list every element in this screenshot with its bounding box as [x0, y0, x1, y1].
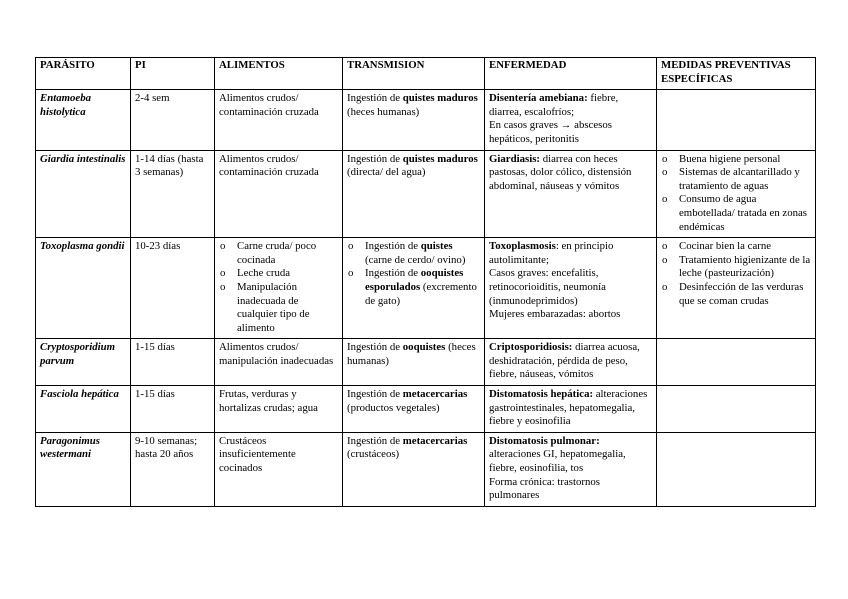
transmision-cell: [343, 339, 485, 386]
header-alimentos: ALIMENTOS: [215, 58, 343, 90]
pi-cell: 1-14 días (hasta 3 semanas): [131, 150, 215, 238]
parasite-name: Fasciola hepática: [36, 386, 131, 433]
medidas-cell: [657, 150, 816, 238]
alimentos-cell: Alimentos crudos/ contaminación cruzada: [215, 90, 343, 150]
alimentos-cell: Alimentos crudos/ manipulación inadecuadas: [215, 339, 343, 386]
disease-title: Distomatosis hepática:: [489, 388, 594, 401]
header-pi: PI: [131, 58, 215, 90]
transmision-bold: quistes maduros: [402, 92, 478, 105]
disease-text: fiebre, diarrea, escalofríos;: [489, 92, 619, 118]
disease-title: Disentería amebiana:: [489, 92, 588, 105]
transmision-text: (productos vegetales): [347, 401, 440, 414]
disease-line: Casos graves: encefalitis, retinocorioiditis, neumonía (inmunodeprimidos): [489, 267, 606, 307]
medidas-cell: [657, 90, 816, 150]
transmision-text: (heces humanas): [347, 105, 420, 118]
table-row: [36, 339, 816, 386]
parasite-name: Entamoeba histolytica: [36, 90, 131, 150]
transmision-cell: [343, 150, 485, 238]
disease-extra: Forma crónica: trastornos pulmonares: [489, 475, 600, 502]
medidas-cell: [657, 432, 816, 506]
transmision-text: Ingestión de: [347, 388, 403, 401]
header-medidas: MEDIDAS PREVENTIVAS ESPECÍFICAS: [657, 58, 816, 90]
transmision-list: [347, 240, 480, 308]
table-row: [36, 150, 816, 238]
transmision-text: (directa/ del agua): [347, 166, 426, 179]
parasite-name: Toxoplasma gondii: [36, 238, 131, 339]
transmision-text: Ingestión de: [365, 240, 421, 253]
list-item: o Tratamiento higienizante de la leche (pasteurización): [661, 254, 811, 281]
header-parasito: PARÁSITO: [36, 58, 131, 90]
pi-cell: 10-23 días: [131, 238, 215, 339]
list-item: o Manipulación inadecuada de cualquier tipo de alimento: [219, 281, 338, 335]
parasite-name: Cryptosporidium parvum: [36, 339, 131, 386]
disease-text: alteraciones gastrointestinales, hepatomegalia, fiebre y eosinofilia: [489, 388, 648, 428]
list-item: o Cocinar bien la carne: [661, 240, 811, 254]
enfermedad-cell: [485, 339, 657, 386]
table-row: [36, 386, 816, 433]
table-row: [36, 90, 816, 150]
transmision-cell: [343, 238, 485, 339]
medidas-cell: [657, 238, 816, 339]
enfermedad-cell: [485, 90, 657, 150]
header-transmision: TRANSMISION: [343, 58, 485, 90]
transmision-bold: metacercarias: [402, 434, 468, 447]
transmision-cell: [343, 90, 485, 150]
medidas-list: [661, 240, 811, 308]
list-item: o Carne cruda/ poco cocinada: [219, 240, 338, 267]
medidas-cell: [657, 386, 816, 433]
transmision-text: Ingestión de: [347, 341, 403, 354]
alimentos-cell: Crustáceos insuficientemente cocinados: [215, 432, 343, 506]
transmision-text: (heces humanas): [347, 341, 476, 367]
list-item: o Buena higiene personal: [661, 153, 811, 167]
parasite-name: Paragonimus westermani: [36, 432, 131, 506]
transmision-text: (crustáceos): [347, 448, 400, 461]
parasite-name: Giardia intestinalis: [36, 150, 131, 238]
list-item: [347, 240, 480, 267]
disease-title: Toxoplasmosis: [489, 240, 556, 253]
transmision-cell: [343, 432, 485, 506]
transmision-text: Ingestión de: [347, 152, 403, 165]
transmision-text: (excremento de gato): [365, 280, 477, 307]
list-item: o Sistemas de alcantarillado y tratamiento de aguas: [661, 166, 811, 193]
alimentos-cell: Alimentos crudos/ contaminación cruzada: [215, 150, 343, 238]
disease-text: diarrea acuosa, deshidratación, pérdida de peso, fiebre, náuseas, vómitos: [489, 341, 640, 381]
list-item: [347, 267, 480, 308]
transmision-bold: metacercarias: [402, 388, 468, 401]
transmision-bold: ooquistes esporulados: [365, 267, 464, 293]
enfermedad-cell: [485, 238, 657, 339]
enfermedad-cell: [485, 432, 657, 506]
disease-text: alteraciones GI, hepatomegalia, fiebre, eosinofilia, tos: [489, 448, 626, 475]
disease-text: diarrea con heces pastosas, dolor cólico, distensión abdominal, náuseas y vómitos: [489, 152, 632, 192]
header-row: [36, 58, 816, 90]
pi-cell: 9-10 semanas; hasta 20 años: [131, 432, 215, 506]
list-item: o Desinfección de las verduras que se coman crudas: [661, 281, 811, 308]
alimentos-cell: [215, 238, 343, 339]
list-item: o Leche cruda: [219, 267, 338, 281]
parasite-table: [35, 57, 816, 507]
enfermedad-cell: [485, 150, 657, 238]
transmision-text: Ingestión de: [365, 267, 421, 280]
transmision-cell: [343, 386, 485, 433]
disease-text: : en principio autolimitante;: [489, 240, 614, 266]
medidas-list: [661, 153, 811, 235]
transmision-bold: quistes: [420, 240, 453, 253]
transmision-bold: ooquistes: [402, 341, 446, 354]
disease-extra: En casos graves → abscesos hepáticos, peritonitis: [489, 119, 612, 145]
medidas-cell: [657, 339, 816, 386]
header-enfermedad: ENFERMEDAD: [485, 58, 657, 90]
transmision-text: (carne de cerdo/ ovino): [365, 253, 466, 266]
table-row: [36, 238, 816, 339]
table-row: [36, 432, 816, 506]
disease-line: Mujeres embarazadas: abortos: [489, 308, 621, 321]
list-item: o Consumo de agua embotellada/ tratada en zonas endémicas: [661, 193, 811, 234]
alimentos-list: [219, 240, 338, 335]
transmision-text: Ingestión de: [347, 92, 403, 105]
pi-cell: 1-15 días: [131, 386, 215, 433]
alimentos-cell: Frutas, verduras y hortalizas crudas; agua: [215, 386, 343, 433]
pi-cell: 1-15 días: [131, 339, 215, 386]
disease-title: Giardiasis:: [489, 152, 540, 165]
transmision-text: Ingestión de: [347, 434, 403, 447]
pi-cell: 2-4 sem: [131, 90, 215, 150]
disease-title: Distomatosis pulmonar:: [489, 434, 600, 447]
disease-title: Criptosporidiosis:: [489, 341, 573, 354]
transmision-bold: quistes maduros: [402, 152, 478, 165]
enfermedad-cell: [485, 386, 657, 433]
